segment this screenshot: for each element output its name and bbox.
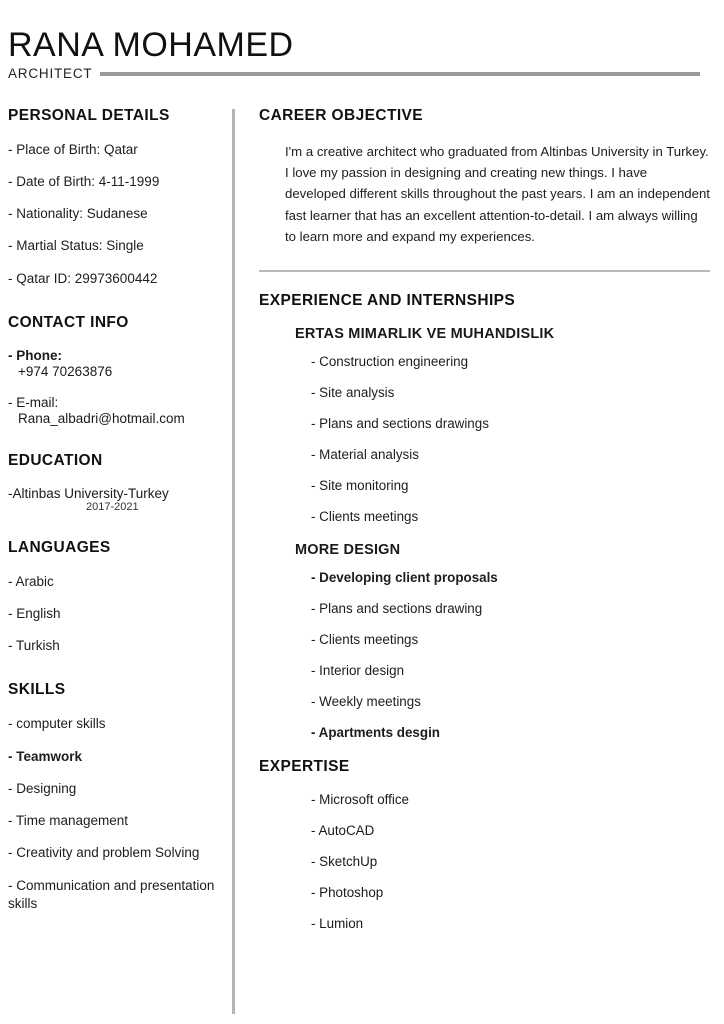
expertise-section (259, 758, 710, 931)
skills-section (8, 681, 222, 913)
role-label: ARCHITECT (8, 65, 93, 81)
list-item: - Clients meetings (311, 508, 419, 524)
list-item: - Construction engineering (311, 353, 469, 369)
skills-heading: SKILLS (8, 681, 66, 699)
list-item: - Interior design (311, 662, 405, 678)
email-label: - E-mail: (8, 394, 59, 410)
expertise-heading: EXPERTISE (259, 757, 350, 775)
experience-group (259, 326, 710, 524)
list-item: - Material analysis (311, 446, 419, 462)
phone-value: +974 70263876 (18, 363, 113, 379)
list-item: - Teamwork (8, 748, 83, 764)
list-item: - Date of Birth: 4-11-1999 (8, 173, 160, 189)
list-item: - Apartments desgin (311, 724, 440, 740)
experience-heading: EXPERIENCE AND INTERNSHIPS (259, 291, 516, 309)
list-item: - Plans and sections drawing (311, 600, 483, 616)
email-value[interactable]: Rana_albadri@hotmail.com (18, 410, 185, 426)
list-item: - AutoCAD (311, 822, 375, 838)
career-objective-text: I'm a creative architect who graduated from Altinbas University in Turkey. I love my passion in designing and creating new things. I have developed different skills throughout the past years. I am an independent fast learner that has an excellent attention-to-detail. I am always willing to learn more and expand my experiences. (285, 143, 710, 245)
career-objective-section (259, 107, 710, 248)
phone-label: - Phone: (8, 347, 62, 363)
list-item: - Time management (8, 813, 129, 829)
list-item: - Microsoft office (311, 791, 409, 807)
list-item: - Site monitoring (311, 477, 409, 493)
list-item: - Place of Birth: Qatar (8, 141, 138, 157)
page-title: RANA MOHAMED (8, 26, 294, 64)
list-item: - Nationality: Sudanese (8, 206, 148, 222)
education-school: -Altinbas University-Turkey (8, 485, 169, 501)
right-column (235, 107, 724, 1007)
left-column (0, 107, 232, 1007)
list-item: - SketchUp (311, 853, 378, 869)
role-row (8, 66, 724, 81)
career-objective-heading: CAREER OBJECTIVE (259, 106, 424, 124)
experience-company: ERTAS MIMARLIK VE MUHANDISLIK (295, 325, 555, 342)
list-item: - English (8, 606, 61, 621)
resume-body (0, 107, 724, 1007)
list-item: - Site analysis (311, 384, 395, 400)
list-item: - Martial Status: Single (8, 238, 144, 254)
header-divider (100, 72, 700, 76)
section-divider (259, 270, 710, 272)
list-item: - Turkish (8, 638, 60, 654)
education-heading: EDUCATION (8, 451, 103, 469)
list-item: - Weekly meetings (311, 693, 421, 709)
list-item: - Lumion (311, 915, 364, 931)
resume-header (0, 0, 724, 81)
personal-details-heading: PERSONAL DETAILS (8, 106, 170, 124)
list-item: - computer skills (8, 716, 106, 732)
personal-details-section (8, 107, 222, 288)
list-item: - Designing (8, 780, 77, 796)
list-item: - Photoshop (311, 884, 384, 900)
list-item: - Communication and presentation skills (8, 877, 215, 911)
experience-company: MORE DESIGN (295, 541, 401, 558)
experience-section (259, 292, 710, 740)
list-item: - Clients meetings (311, 631, 419, 647)
languages-heading: LANGUAGES (8, 538, 111, 556)
list-item: - Qatar ID: 29973600442 (8, 270, 158, 286)
list-item: - Plans and sections drawings (311, 415, 489, 431)
experience-group (259, 542, 710, 740)
list-item: - Arabic (8, 573, 54, 589)
education-section (8, 452, 222, 513)
education-years: 2017-2021 (86, 500, 139, 513)
list-item: - Creativity and problem Solving (8, 845, 200, 861)
languages-section (8, 539, 222, 656)
list-item: - Developing client proposals (311, 569, 498, 585)
contact-info-section (8, 314, 222, 426)
contact-info-heading: CONTACT INFO (8, 313, 129, 331)
